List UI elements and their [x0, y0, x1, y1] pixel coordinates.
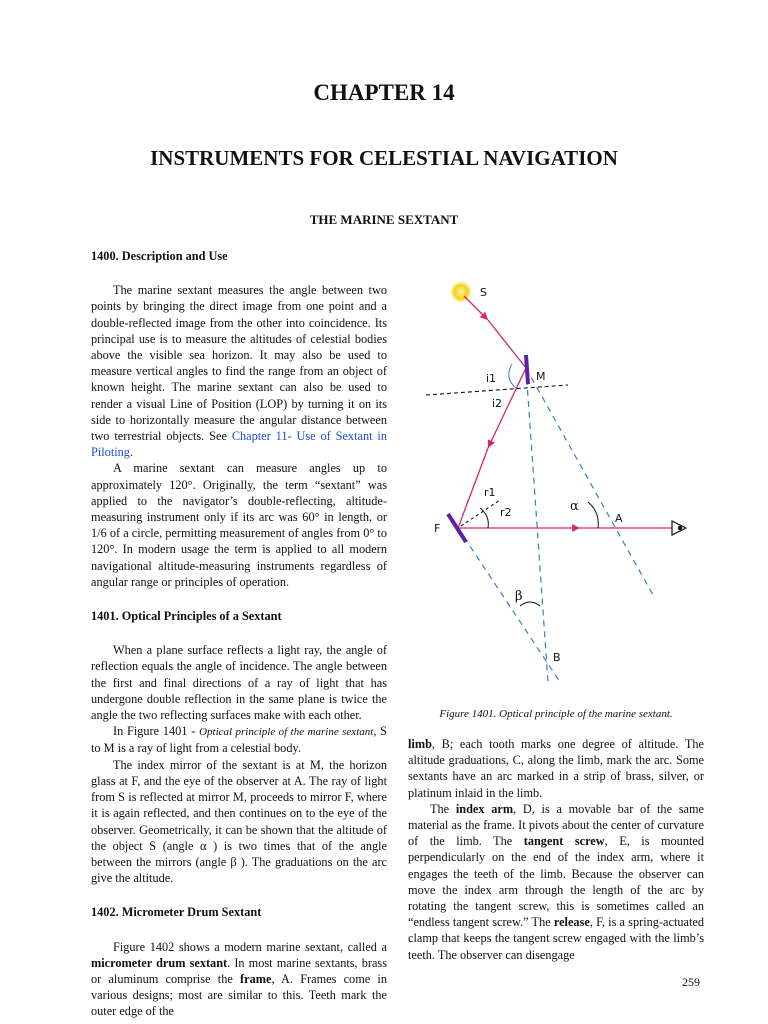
heading-1400: 1400. Description and Use	[91, 249, 228, 263]
heading-1402: 1402. Micrometer Drum Sextant	[91, 905, 262, 920]
dashed-line-ma	[526, 368, 653, 595]
page-title: INSTRUMENTS FOR CELESTIAL NAVIGATION	[150, 146, 618, 170]
angle-i1-i2-arc	[509, 364, 516, 388]
section-title: THE MARINE SEXTANT	[309, 212, 459, 227]
label-i1: i1	[486, 372, 497, 385]
sextant-diagram	[408, 270, 704, 690]
index-mirror-m	[526, 355, 528, 384]
chapter-11-link[interactable]: Chapter 11- Use of Sextant in Piloting	[91, 429, 387, 460]
heading-1401: 1401. Optical Principles of a Sextant	[91, 609, 282, 624]
label-beta: β	[515, 589, 523, 604]
angle-r1-arc	[480, 508, 488, 528]
incident-ray	[464, 296, 488, 320]
dashed-line-fb	[458, 528, 560, 682]
paragraph: The index mirror of the sextant is at M, the horizon glass at F, and the eye of the observer at A. The ray of light from S is reflected at mirror M, proceeds to mirror F, where it is again reflected, and then continues on to the eye of the observer. Geometrically, it can be shown that the altitude of the object S (angle α ) is two times that of the angle between the mirrors (angle β ). The graduations on the arc give the altitude.	[91, 757, 387, 886]
label-r2: r2	[500, 506, 512, 519]
left-column	[91, 248, 387, 1020]
label-f: F	[434, 522, 441, 535]
label-alpha: α	[570, 499, 579, 514]
label-i2: i2	[492, 397, 503, 410]
paragraph: When a plane surface reflects a light ray, the angle of reflection equals the angle of incidence. The angle between the first and final directions of a ray of light that has undergone double reflection in the same plane is twice the angle the two reflecting surfaces make with each other.	[91, 643, 387, 723]
right-column	[408, 736, 704, 963]
label-a: A	[615, 512, 623, 525]
paragraph: Figure 1402 shows a modern marine sextant, called a micrometer drum sextant. In most marine sextants, brass or aluminum comprise the frame, A. Frames come in various designs; most are similar to this. Teeth mark the outer edge of the	[91, 939, 387, 1019]
paragraph: A marine sextant can measure angles up to approximately 120°. Originally, the term “sextant” was applied to the navigator’s double-reflecting, altitude-measuring instrument only if its arc was 60° in length, or 1/6 of a circle, permitting measurement of angles from 0° to 120°. In modern usage the term is applied to all modern navigational altitude-measuring instruments regardless of angular range or principles of operation.	[91, 461, 387, 589]
label-r1: r1	[484, 486, 496, 499]
label-m: M	[536, 370, 546, 383]
label-s: S	[480, 286, 487, 299]
figure-caption: Figure 1401. Optical principle of the marine sextant.	[439, 708, 673, 720]
sun-icon	[450, 281, 472, 303]
figure-reference: Optical principle of the marine sextant	[199, 726, 374, 739]
label-b: B	[553, 651, 561, 664]
paragraph: The marine sextant measures the angle between two points by bringing the direct image from one point and a double-reflected image from the other into coincidence. Its principal use is to measure the altitudes of celestial bodies above the visible sea horizon. It may also be used to measure vertical angles to find the range from an object of known height. The marine sextant can also be used to render a visual Line of Position (LOP) by turning it on its side to horizontally measure the angular distance between two terrestrial objects. See Chapter 11- Use of Sextant in Piloting.	[91, 283, 387, 460]
mirror-m-normal	[426, 385, 568, 395]
paragraph: The index arm, D, is a movable bar of the same material as the frame. It pivots about the center of curvature of the limb. The tangent screw, E, is mounted perpendicularly on the end of the index arm, where it engages the teeth of the limb. Because the observer can move the index arm through the length of the arc by rotating the tangent screw, this is sometimes called an “endless tangent screw.” The release, F, is a spring-actuated clamp that keeps the tangent screw engaged with the limb’s teeth. The observer can disengage	[408, 801, 705, 962]
alpha-arc	[588, 502, 598, 528]
chapter-title: CHAPTER 14	[313, 80, 455, 105]
incident-ray	[488, 320, 526, 368]
dashed-line-mb	[526, 368, 548, 682]
eye-pupil	[678, 526, 682, 530]
paragraph: limb, B; each tooth marks one degree of altitude. The altitude graduations, C, along the limb, mark the arc. Some sextants have an arc marked in a strip of brass, silver, or platinum inlaid in the limb.	[408, 737, 704, 800]
beta-arc	[520, 602, 540, 606]
page-number: 259	[682, 975, 700, 989]
paragraph: In Figure 1401 - Optical principle of the marine sextant, S to M is a ray of light from a celestial body.	[91, 724, 387, 756]
